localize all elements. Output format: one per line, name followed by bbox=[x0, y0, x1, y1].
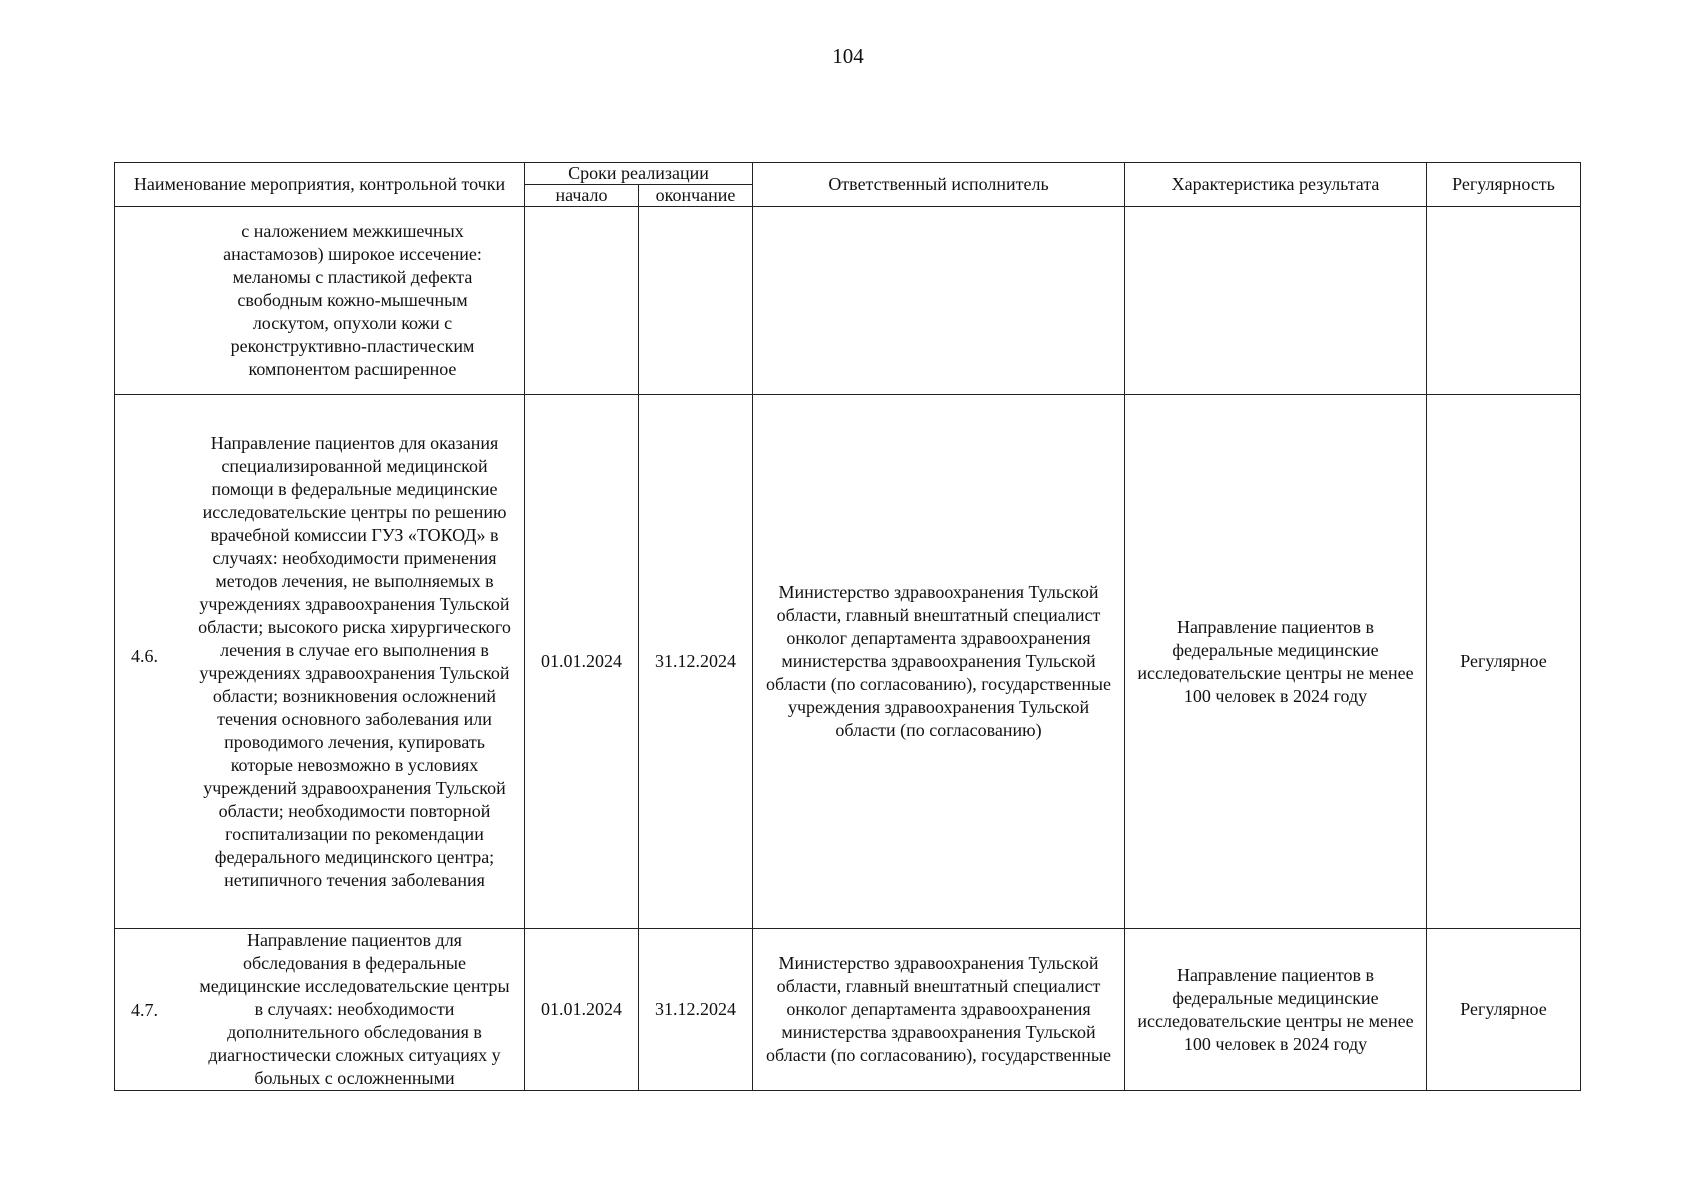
start-date bbox=[525, 207, 639, 395]
header-name: Наименование мероприятия, контрольной точки bbox=[115, 163, 525, 207]
responsible bbox=[753, 207, 1125, 395]
activity-name: с наложением межкишечных анастамозов) широкое иссечение: меланомы с пластикой дефекта свободным кожно-мышечным лоскутом, опухоли кожи с реконструктивно-пластическим компонентом расширенное bbox=[223, 221, 482, 379]
header-end: окончание bbox=[639, 185, 753, 207]
item-number: 4.6. bbox=[131, 646, 158, 666]
header-result: Характеристика результата bbox=[1125, 163, 1427, 207]
table-row bbox=[115, 395, 1581, 929]
result bbox=[1125, 207, 1427, 395]
table-row bbox=[115, 207, 1581, 395]
end-date bbox=[639, 207, 753, 395]
header-terms: Сроки реализации bbox=[525, 163, 753, 185]
activity-name-cell bbox=[115, 395, 525, 929]
start-date: 01.01.2024 bbox=[525, 395, 639, 929]
end-date: 31.12.2024 bbox=[639, 395, 753, 929]
item-number: 4.7. bbox=[131, 1000, 158, 1020]
result: Направление пациентов в федеральные медицинские исследовательские центры не менее 100 человек в 2024 году bbox=[1125, 929, 1427, 1091]
regularity: Регулярное bbox=[1427, 929, 1581, 1091]
header-start: начало bbox=[525, 185, 639, 207]
activity-name-cell bbox=[115, 207, 525, 395]
regularity bbox=[1427, 207, 1581, 395]
header-regularity: Регулярность bbox=[1427, 163, 1581, 207]
header-responsible: Ответственный исполнитель bbox=[753, 163, 1125, 207]
regularity: Регулярное bbox=[1427, 395, 1581, 929]
responsible: Министерство здравоохранения Тульской области, главный внештатный специалист онколог департамента здравоохранения министерства здравоохранения Тульской области (по согласованию), государственные учреждения здравоохранения Тульской области (по согласованию) bbox=[753, 395, 1125, 929]
result: Направление пациентов в федеральные медицинские исследовательские центры не менее 100 человек в 2024 году bbox=[1125, 395, 1427, 929]
end-date: 31.12.2024 bbox=[639, 929, 753, 1091]
table-row bbox=[115, 929, 1581, 1091]
responsible: Министерство здравоохранения Тульской области, главный внештатный специалист онколог департамента здравоохранения министерства здравоохранения Тульской области (по согласованию), государственные bbox=[753, 929, 1125, 1091]
start-date: 01.01.2024 bbox=[525, 929, 639, 1091]
activities-table bbox=[114, 162, 1581, 1091]
activity-name: Направление пациентов для оказания специализированной медицинской помощи в федеральные медицинские исследовательские центры по решению врачебной комиссии ГУЗ «ТОКОД» в случаях: необходимости применения методов лечения, не выполняемых в учреждениях здравоохранения Тульской области; высокого риска хирургического лечения в случае его выполнения в учреждениях здравоохранения Тульской области; возникновения осложнений течения основного заболевания или проводимого лечения, купировать которые невозможно в условиях учреждений здравоохранения Тульской области; необходимости повторной госпитализации по рекомендации федерального медицинского центра; нетипичного течения заболевания bbox=[198, 432, 511, 890]
page-number: 104 bbox=[832, 44, 864, 68]
activity-name-cell bbox=[115, 929, 525, 1091]
activity-name: Направление пациентов для обследования в федеральные медицинские исследовательские центры в случаях: необходимости дополнительного обследования в диагностически сложных ситуациях у больных с осложненными bbox=[199, 930, 510, 1088]
header-row bbox=[115, 163, 1581, 185]
